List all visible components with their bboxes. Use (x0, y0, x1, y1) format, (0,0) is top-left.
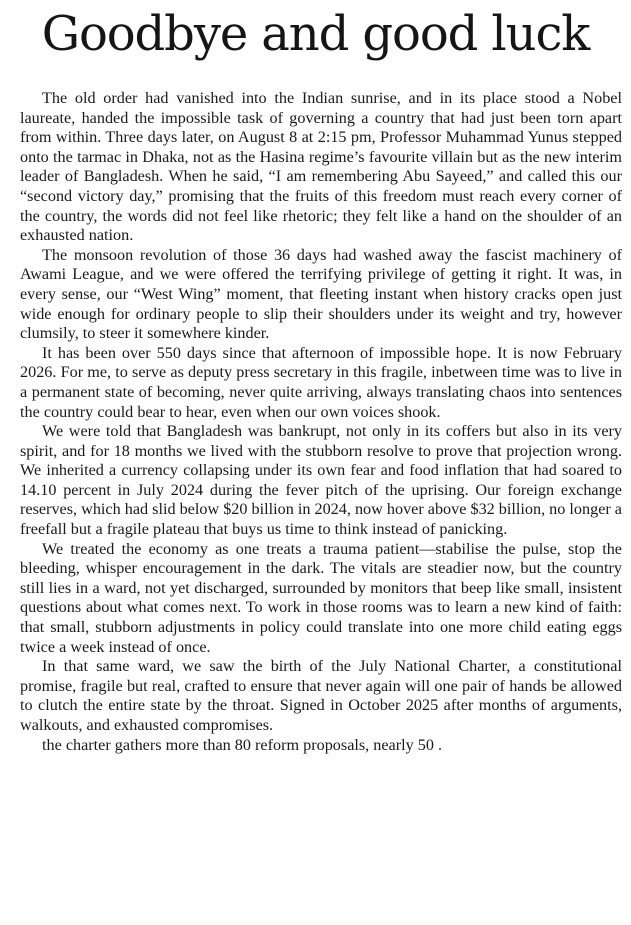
paragraph: In that same ward, we saw the birth of the July National Charter, a constitutional promise, fragile but real, crafted to ensure that never again will one pair of hands be allowed to clutch the entire state by the throat. Signed in October 2025 after months of arguments, walkouts, and exhausted compromises. (20, 657, 622, 734)
paragraph: It has been over 550 days since that afternoon of impossible hope. It is now February 2026. For me, to serve as deputy press secretary in this fragile, inbetween time was to live in a permanent state of becoming, never quite arriving, always translating chaos into sentences the country could bear to hear, even when our own voices shook. (20, 343, 622, 421)
paragraph: the charter gathers more than 80 reform proposals, nearly 50 . (42, 735, 443, 754)
paragraph: We were told that Bangladesh was bankrupt, not only in its coffers but also in its very spirit, and for 18 months we lived with the stubborn resolve to prove that projection wrong. We inherited a currency collapsing under its own fear and food inflation that had soared to 14.10 percent in July 2024 during the fever pitch of the uprising. Our foreign exchange reserves, which had slid below $20 billion in 2024, now hover above $32 billion, no longer a freefall but a fragile plateau that buys us time to think instead of panicking. (20, 422, 622, 539)
article-body (20, 89, 622, 755)
paragraph: The monsoon revolution of those 36 days had washed away the fascist machinery of Awami League, and we were offered the terrifying privilege of getting it right. It was, in every sense, our “West Wing” moment, that fleeting instant when history cracks open just wide enough for ordinary people to slip their shoulders under its weight and try, however clumsily, to steer it somewhere kinder. (20, 245, 622, 343)
headline: Goodbye and good luck (41, 6, 590, 62)
paragraph: The old order had vanished into the Indian sunrise, and in its place stood a Nobel laureate, handed the impossible task of governing a country that had just been torn apart from within. Three days later, on August 8 at 2:15 pm, Professor Muhammad Yunus stepped onto the tarmac in Dhaka, not as the Hasina regime’s favourite villain but as the new interim leader of Bangladesh. When he said, “I am remembering Abu Sayeed,” and called this our “second victory day,” promising that the fruits of this freedom must reach every corner of the country, the words did not feel like rhetoric; they felt like a hand on the shoulder of an exhausted nation. (20, 89, 622, 245)
paragraph: We treated the economy as one treats a trauma patient—stabilise the pulse, stop the bleeding, whisper encouragement in the dark. The vitals are steadier now, but the country still lies in a ward, not yet discharged, surrounded by monitors that beep like small, insistent questions about what comes next. To work in those rooms was to learn a new kind of faith: that small, stubborn adjustments in policy could translate into one more child eating eggs twice a week instead of once. (20, 539, 622, 656)
